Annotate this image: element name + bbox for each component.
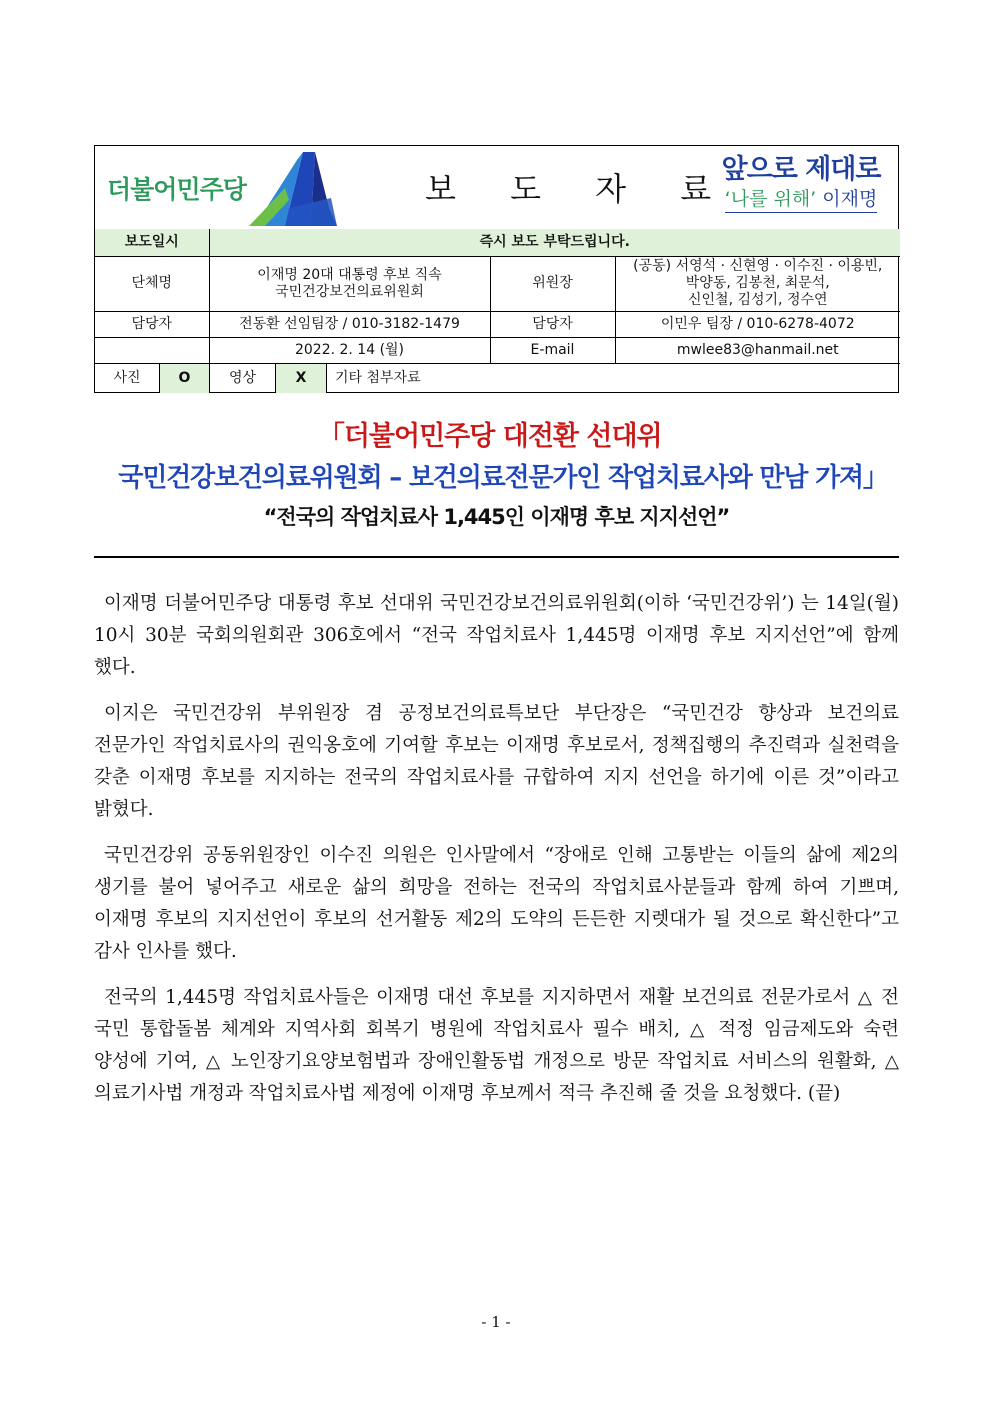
release-info-table: [95, 229, 900, 393]
chair-value-line: 박양동, 김봉천, 최문석,: [685, 275, 830, 291]
article-body: [94, 588, 899, 1124]
contact-label-2: 담당자: [490, 311, 615, 337]
contact-label: 담당자: [95, 311, 209, 337]
chair-value-line: 신인철, 김성기, 정수연: [688, 292, 828, 308]
org-label: 단체명: [95, 256, 209, 311]
release-time-value: 즉시 보도 부탁드립니다.: [209, 229, 900, 256]
slogan-main: 앞으로 제대로: [721, 154, 881, 185]
headline: [94, 420, 899, 532]
attachment-row: [95, 363, 900, 393]
slogan-candidate-name: 이재명: [822, 188, 878, 210]
document-title: 보 도 자 료: [425, 170, 734, 208]
press-release-header: [94, 145, 899, 393]
paragraph: 이재명 더불어민주당 대통령 후보 선대위 국민건강보건의료위원회(이하 ‘국민건강위’) 는 14일(월) 10시 30분 국회의원회관 306호에서 “전국 작업치료사 1,445명 이재명 후보 지지선언”에 함께 했다.: [94, 593, 899, 678]
paragraph: 이지은 국민건강위 부위원장 겸 공정보건의료특보단 부단장은 “국민건강 향상과 보건의료 전문가인 작업치료사의 권익옹호에 기여할 후보는 이재명 후보로서, 정책집행의 추진력과 실천력을 갖춘 이재명 후보를 지지하는 전국의 작업치료사를 규합하여 지지 선언을 하기에 이른 것”이라고 밝혔다.: [94, 703, 899, 820]
headline-subtitle: “전국의 작업치료사 1,445인 이재명 후보 지지선언”: [263, 505, 730, 529]
headline-line-2: 국민건강보건의료위원회 – 보건의료전문가인 작업치료사와 만남 가져｣: [118, 463, 875, 493]
org-value-line: 국민건강보건의료위원회: [275, 283, 424, 300]
page-number: - 1 -: [481, 1313, 511, 1331]
masthead: [95, 146, 898, 230]
headline-line-1: ｢더불어민주당 대전환 선대위: [331, 421, 662, 452]
chair-value-line: (공동) 서영석 · 신현영 · 이수진 · 이용빈,: [633, 258, 883, 274]
slogan-quote: ‘나를 위해’: [724, 188, 817, 210]
slogan-sub: [725, 186, 878, 213]
chair-value: [615, 256, 900, 311]
party-name: 더불어민주당: [107, 175, 246, 204]
campaign-slogan: [710, 154, 892, 213]
release-date: 2022. 2. 14 (월): [209, 337, 490, 363]
photo-label: 사진: [95, 364, 160, 393]
chair-label: 위원장: [490, 256, 615, 311]
photo-value: O: [160, 364, 210, 393]
release-time-label: 보도일시: [95, 229, 209, 256]
contact-value-2: 이민우 팀장 / 010-6278-4072: [615, 311, 900, 337]
paragraph: 국민건강위 공동위원장인 이수진 의원은 인사말에서 “장애로 인해 고통받는 이들의 삶에 제2의 생기를 불어 넣어주고 새로운 삶의 희망을 전하는 전국의 작업치료사분들과 함께 하여 기쁘며, 이재명 후보의 지지선언이 후보의 선거활동 제2의 도약의 든든한 지렛대가 될 것으로 확신한다”고 감사 인사를 했다.: [94, 845, 899, 962]
date-label-empty: [95, 337, 209, 363]
contact-value: 전동환 선임팀장 / 010-3182-1479: [209, 311, 490, 337]
paragraph: 전국의 1,445명 작업치료사들은 이재명 대선 후보를 지지하면서 재활 보건의료 전문가로서 △ 전 국민 통합돌봄 체계와 지역사회 회복기 병원에 작업치료사 필수 배치, △ 적정 임금제도와 숙련 양성에 기여, △ 노인장기요양보험법과 장애인활동법 개정으로 방문 작업치료 서비스의 원활화, △ 의료기사법 개정과 작업치료사법 제정에 이재명 후보께서 적극 추진해 줄 것을 요청했다. (끝): [94, 987, 899, 1104]
email-label: E-mail: [490, 337, 615, 363]
headline-divider: [94, 556, 899, 558]
party-emblem-icon: [245, 148, 345, 228]
video-value: X: [276, 364, 327, 393]
other-attachments-label: 기타 첨부자료: [335, 369, 421, 386]
email-value: mwlee83@hanmail.net: [615, 337, 900, 363]
video-label: 영상: [210, 364, 276, 393]
org-value: [209, 256, 490, 311]
org-value-line: 이재명 20대 대통령 후보 직속: [257, 266, 442, 283]
